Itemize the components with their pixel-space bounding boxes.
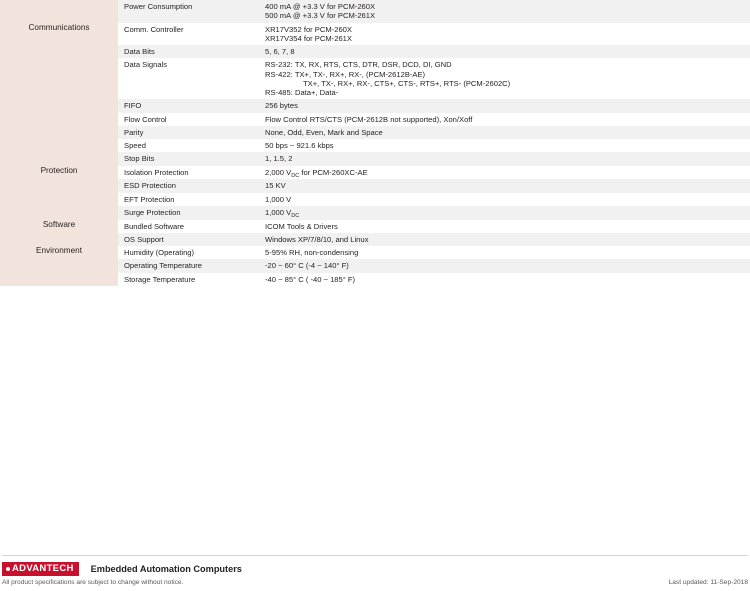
spec-row-value <box>259 206 750 220</box>
spec-rows-container <box>118 23 750 166</box>
spec-subtable <box>118 246 750 286</box>
spec-value-line: XR17V354 for PCM-261X <box>265 33 352 43</box>
spec-value-line: 500 mA @ +3.3 V for PCM-261X <box>265 11 376 21</box>
spec-category-row <box>0 246 750 286</box>
spec-value-line: 400 mA @ +3.3 V for PCM-260X <box>265 2 376 11</box>
spec-value-line: 1,000 V <box>265 194 292 204</box>
spec-rows-container <box>118 220 750 247</box>
spec-row-label: Comm. Controller <box>118 23 259 46</box>
spec-row-value <box>259 233 750 246</box>
spec-row-label: Surge Protection <box>118 206 259 220</box>
spec-row-value <box>259 139 750 152</box>
spec-value-line: 5-95% RH, non-condensing <box>265 248 359 258</box>
spec-value-line: 256 bytes <box>265 101 298 111</box>
spec-table-body <box>0 0 750 286</box>
footer-note <box>2 579 748 586</box>
table-row <box>118 23 750 46</box>
spec-category-label: Environment <box>0 246 118 286</box>
spec-row-label: Speed <box>118 139 259 152</box>
spec-row-value <box>259 179 750 192</box>
spec-row-value <box>259 166 750 180</box>
spec-row-value <box>259 220 750 233</box>
table-row <box>118 139 750 152</box>
spec-row-value <box>259 0 750 23</box>
spec-value-line: RS-422: TX+, TX-, RX+, RX-, (PCM-2612B-AE) <box>265 69 426 79</box>
spec-category-label <box>0 0 118 23</box>
spec-subtable <box>118 23 750 166</box>
spec-category-label: Communications <box>0 23 118 166</box>
table-row <box>118 233 750 246</box>
spec-value-line: 50 bps ~ 921.6 kbps <box>265 141 334 150</box>
page-footer <box>0 555 750 591</box>
spec-subtable <box>118 220 750 247</box>
spec-subtable <box>118 166 750 220</box>
spec-row-value <box>259 246 750 259</box>
spec-row-value <box>259 45 750 58</box>
footer-tagline: Embedded Automation Computers <box>90 564 242 574</box>
spec-value-line: ICOM Tools & Drivers <box>265 221 338 231</box>
spec-row-label: OS Support <box>118 233 259 246</box>
spec-row-value <box>259 99 750 112</box>
spec-value-line: 15 KV <box>265 181 286 191</box>
spec-row-label: Bundled Software <box>118 220 259 233</box>
spec-value-line: 1, 1.5, 2 <box>265 154 293 164</box>
spec-row-label: Storage Temperature <box>118 273 259 286</box>
spec-row-label: Humidity (Operating) <box>118 246 259 259</box>
spec-row-label: Isolation Protection <box>118 166 259 180</box>
table-row <box>118 45 750 58</box>
specifications-table <box>0 0 750 286</box>
table-row <box>118 273 750 286</box>
spec-row-label: Operating Temperature <box>118 259 259 272</box>
spec-value-line: TX+, TX-, RX+, RX-, CTS+, CTS-, RTS+, RTS- (PCM-2602C) <box>303 78 511 88</box>
footer-last-updated: Last updated: 11-Sep-2018 <box>668 579 748 586</box>
table-row <box>118 259 750 272</box>
brand-name: ADVANTECH <box>12 563 74 574</box>
table-row <box>118 0 750 23</box>
table-row <box>118 179 750 192</box>
spec-row-value <box>259 23 750 46</box>
spec-category-row <box>0 23 750 166</box>
spec-value-line: RS-485: Data+, Data- <box>265 88 339 97</box>
spec-row-label: Parity <box>118 126 259 139</box>
table-row <box>118 99 750 112</box>
spec-value-line: 1,000 $V_{DC}$ <box>265 207 300 219</box>
spec-category-label: Software <box>0 220 118 247</box>
spec-value-line: -20 ~ 60° C (-4 ~ 140° F) <box>265 261 349 271</box>
spec-category-row <box>0 220 750 247</box>
spec-category-row <box>0 166 750 220</box>
spec-subtable <box>118 0 750 23</box>
spec-row-value <box>259 193 750 206</box>
spec-row-label: Data Bits <box>118 45 259 58</box>
spec-value-line: None, Odd, Even, Mark and Space <box>265 127 383 137</box>
spec-rows-container <box>118 166 750 220</box>
table-row <box>118 58 750 99</box>
table-row <box>118 246 750 259</box>
table-row <box>118 166 750 180</box>
spec-row-label: FIFO <box>118 99 259 112</box>
spec-value-line: RS-232: TX, RX, RTS, CTS, DTR, DSR, DCD, DI, GND <box>265 60 452 70</box>
table-row <box>118 220 750 233</box>
spec-value-line: Flow Control RTS/CTS (PCM-2612B not supported), Xon/Xoff <box>265 114 473 124</box>
spec-row-value <box>259 113 750 126</box>
spec-row-value <box>259 58 750 99</box>
spec-row-value <box>259 273 750 286</box>
footer-disclaimer: All product specifications are subject to change without notice. <box>2 579 184 586</box>
advantech-logo <box>2 562 79 576</box>
table-row <box>118 152 750 165</box>
spec-row-value <box>259 259 750 272</box>
spec-value-line: XR17V352 for PCM-260X <box>265 24 352 34</box>
table-row <box>118 113 750 126</box>
spec-row-label: Flow Control <box>118 113 259 126</box>
table-row <box>118 206 750 220</box>
footer-divider <box>2 555 748 556</box>
spec-rows-container <box>118 0 750 23</box>
spec-row-label: EFT Protection <box>118 193 259 206</box>
spec-value-line: -40 ~ 85° C ( -40 ~ 185° F) <box>265 274 356 284</box>
footer-brand-bar <box>2 562 748 576</box>
table-row <box>118 126 750 139</box>
spec-row-label: Stop Bits <box>118 152 259 165</box>
spec-value-line: Windows XP/7/8/10, and Linux <box>265 234 369 244</box>
spec-rows-container <box>118 246 750 286</box>
spec-row-value <box>259 126 750 139</box>
logo-dot-icon <box>6 567 10 571</box>
spec-value-line: 5, 6, 7, 8 <box>265 47 295 56</box>
spec-row-label: Data Signals <box>118 58 259 99</box>
spec-category-row <box>0 0 750 23</box>
spec-row-label: Power Consumption <box>118 0 259 23</box>
spec-category-label: Protection <box>0 166 118 220</box>
spec-value-line: 2,000 $V_{DC}$ for PCM-260XC-AE <box>265 167 368 179</box>
table-row <box>118 193 750 206</box>
spec-row-label: ESD Protection <box>118 179 259 192</box>
spec-row-value <box>259 152 750 165</box>
